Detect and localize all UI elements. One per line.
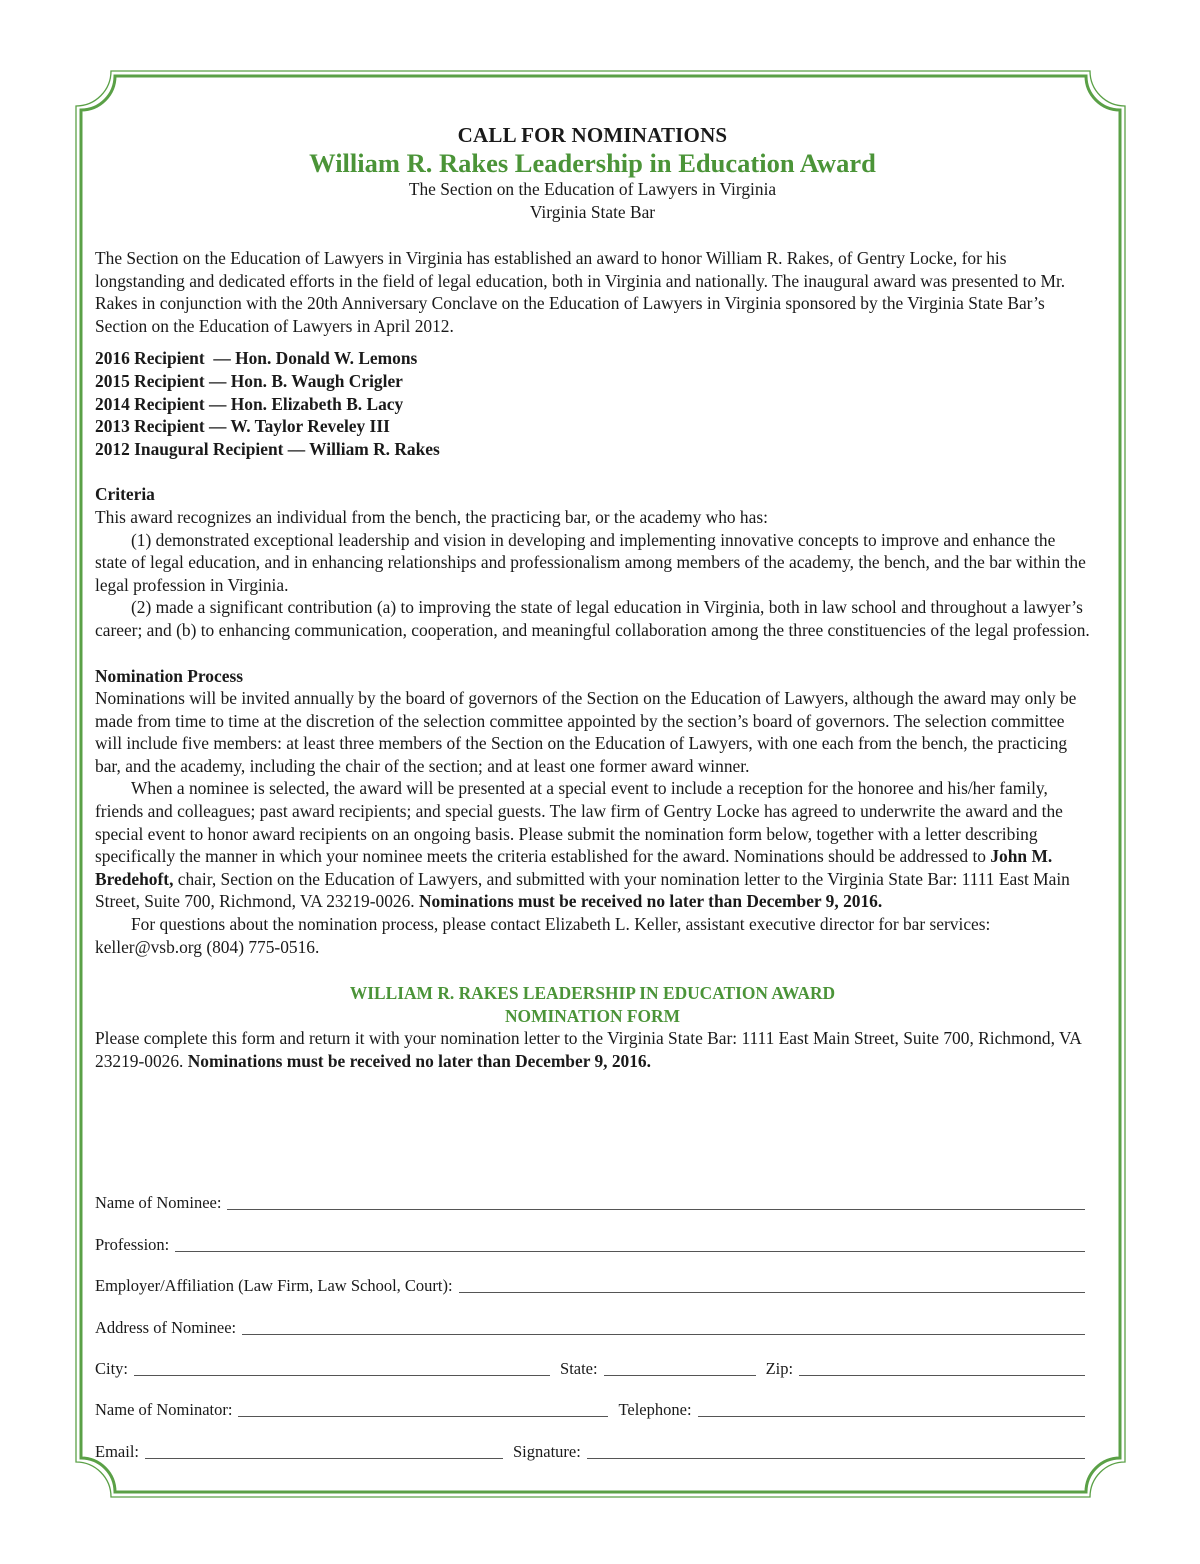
form-instructions-text: Please complete this form and return it with your nomination letter to the Virginia State Bar: 1111 East Main Street, Suite 700, Richmond, VA 23219-0026. bbox=[95, 1028, 1081, 1071]
recipient-item: 2014 Recipient — Hon. Elizabeth B. Lacy bbox=[95, 393, 404, 414]
form-row-profession bbox=[95, 1213, 1085, 1254]
form-heading-title: WILLIAM R. RAKES LEADERSHIP IN EDUCATION AWARD bbox=[349, 983, 836, 1004]
address-field[interactable] bbox=[242, 1320, 1085, 1335]
form-row-employer bbox=[95, 1255, 1085, 1296]
recipient-item: 2015 Recipient — Hon. B. Waugh Crigler bbox=[95, 370, 403, 391]
recipient-item: 2016 Recipient — Hon. Donald W. Lemons bbox=[95, 348, 418, 369]
process-paragraph-2 bbox=[95, 777, 1090, 913]
employer-field[interactable] bbox=[459, 1278, 1085, 1293]
email-label: Email: bbox=[95, 1441, 139, 1461]
award-title: William R. Rakes Leadership in Education Award bbox=[309, 148, 876, 178]
email-field[interactable] bbox=[145, 1444, 503, 1459]
nomination-form bbox=[95, 1172, 1085, 1462]
criteria-lead: This award recognizes an individual from the bench, the practicing bar, or the academy who has: bbox=[95, 506, 768, 527]
recipient-item: 2012 Inaugural Recipient — William R. Rakes bbox=[95, 438, 440, 459]
document-body bbox=[95, 122, 1090, 1073]
telephone-field[interactable] bbox=[698, 1402, 1085, 1417]
form-deadline: Nominations must be received no later than December 9, 2016. bbox=[187, 1051, 651, 1071]
process-text-a: When a nominee is selected, the award will be presented at a special event to include a reception for the honoree and his/her family, friends and colleagues; past award recipients; and special guests. The law firm of Gentry Locke has agreed to underwrite the award and the special event to honor award recipients on an ongoing basis. Please submit the nomination form below, together with a letter describing specifically the manner in which your nominee meets the criteria established for the award. Nominations should be addressed to bbox=[95, 778, 1063, 867]
address-label: Address of Nominee: bbox=[95, 1317, 237, 1337]
process-paragraph-1: Nominations will be invited annually by the board of governors of the Section on the Education of Lawyers, although the award may only be made from time to time at the discretion of the selection committee appointed by the section’s board of governors. The selection committee will include five members: at least three members of the Section on the Education of Lawyers, with one each from the bench, the practicing bar, and the academy, including the chair of the section; and at least one former award winner. bbox=[95, 688, 1077, 776]
state-label: State: bbox=[560, 1358, 598, 1378]
call-heading: CALL FOR NOMINATIONS bbox=[457, 123, 728, 147]
recipients-list bbox=[95, 347, 1090, 460]
form-row-address bbox=[95, 1296, 1085, 1337]
employer-label: Employer/Affiliation (Law Firm, Law School, Court): bbox=[95, 1276, 453, 1296]
city-label: City: bbox=[95, 1358, 129, 1378]
signature-label: Signature: bbox=[513, 1441, 581, 1461]
telephone-label: Telephone: bbox=[618, 1400, 692, 1420]
nominator-name-field[interactable] bbox=[238, 1402, 608, 1417]
form-row-email bbox=[95, 1420, 1085, 1461]
form-heading bbox=[95, 982, 1090, 1027]
form-instructions bbox=[95, 1027, 1090, 1072]
state-field[interactable] bbox=[604, 1361, 756, 1376]
nominee-name-field[interactable] bbox=[227, 1195, 1085, 1210]
zip-label: Zip: bbox=[765, 1358, 794, 1378]
form-heading-subtitle: NOMINATION FORM bbox=[504, 1005, 681, 1026]
process-heading: Nomination Process bbox=[95, 665, 243, 686]
nominator-name-label: Name of Nominator: bbox=[95, 1400, 233, 1420]
nominee-name-label: Name of Nominee: bbox=[95, 1193, 222, 1213]
signature-field[interactable] bbox=[587, 1444, 1085, 1459]
form-row-nominee bbox=[95, 1172, 1085, 1213]
zip-field[interactable] bbox=[799, 1361, 1085, 1376]
profession-label: Profession: bbox=[95, 1234, 170, 1254]
form-row-nominator bbox=[95, 1379, 1085, 1420]
chair-name: John M. Bredehoft, bbox=[95, 846, 1053, 889]
recipient-item: 2013 Recipient — W. Taylor Reveley III bbox=[95, 416, 390, 437]
criteria-item-1: (1) demonstrated exceptional leadership and vision in developing and implementing innovative concepts to improve and enhance the state of legal education, and in enhancing relationships and professionalism among members of the academy, the bench, and the bar within the legal profession in Virginia. bbox=[95, 529, 1086, 595]
process-paragraph-3: For questions about the nomination process, please contact Elizabeth L. Keller, assistant executive director for bar services: keller@vsb.org (804) 775-0516. bbox=[95, 914, 991, 957]
process-text-b: chair, Section on the Education of Lawyers, and submitted with your nomination letter to the Virginia State Bar: 1111 East Main Street, Suite 700, Richmond, VA 23219-0026. bbox=[95, 868, 1070, 912]
criteria-heading: Criteria bbox=[95, 484, 155, 505]
section-name: The Section on the Education of Lawyers in Virginia bbox=[408, 179, 777, 199]
city-field[interactable] bbox=[134, 1361, 550, 1376]
criteria-item-2: (2) made a significant contribution (a) to improving the state of legal education in Virginia, both in law school and throughout a lawyer’s career; and (b) to enhancing communication, cooperation, and meaningful collaboration among the three constituencies of the legal profession. bbox=[95, 597, 1090, 640]
intro-paragraph: The Section on the Education of Lawyers in Virginia has established an award to honor William R. Rakes, of Gentry Locke, for his longstanding and dedicated efforts in the field of legal education, both in Virginia and nationally. The inaugural award was presented to Mr. Rakes in conjunction with the 20th Anniversary Conclave on the Education of Lawyers in Virginia sponsored by the Virginia State Bar’s Section on the Education of Lawyers in April 2012. bbox=[95, 248, 1066, 336]
profession-field[interactable] bbox=[175, 1237, 1085, 1252]
form-row-city-state-zip bbox=[95, 1338, 1085, 1379]
deadline-notice: Nominations must be received no later than December 9, 2016. bbox=[418, 891, 883, 912]
bar-name: Virginia State Bar bbox=[529, 202, 656, 222]
